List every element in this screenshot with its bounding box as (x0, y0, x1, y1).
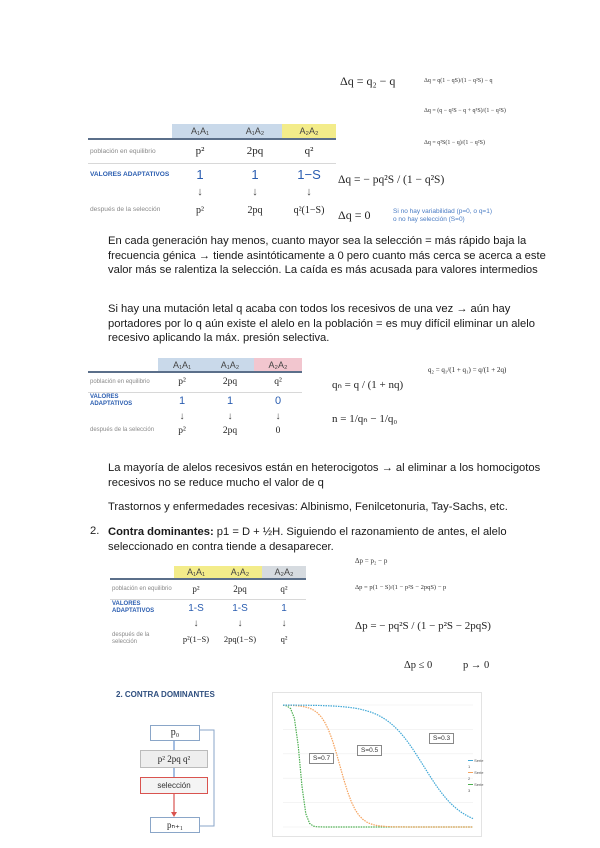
row-label-equilibrium: población en equilibrio (88, 372, 158, 392)
series-line-1 (283, 705, 473, 827)
delta-q-zero: Δq = 0 (338, 208, 371, 222)
cell: 1-S (232, 602, 248, 614)
chart-svg (273, 693, 484, 836)
note-line-2: o no hay selección (S=0) (393, 216, 465, 223)
cell: 1 (281, 602, 287, 614)
arrow-down-icon: ↓ (197, 186, 203, 198)
paragraph-selection-speed: En cada generación hay menos, cuanto mayor sea la selección = más rápido baja la frecuencia génica → tiende asintóticamente a 0 pero cuanto más cerca se acerca a este valor más se ralentiza la selección. La caída es más acusada para valores intermedios (108, 235, 546, 276)
cell: 2pq (218, 579, 262, 599)
diagram-top-box: p₀ (150, 725, 200, 741)
row-label-equilibrium: población en equilibrio (110, 579, 174, 599)
list-number: 2. (90, 525, 100, 537)
row-label-fitness: VALORES ADAPTATIVOS (112, 600, 155, 615)
arrow-down-icon: ↓ (237, 617, 243, 629)
diagram-selection-box: selección (140, 777, 208, 794)
header-a1a2: A₁A₂ (228, 124, 282, 139)
paragraph-lethal-mutation: Si hay una mutación letal q acaba con todos los recesivos de una vez → aún hay portadores por lo q aún existe el alelo en la población = es muy difícil eliminar un alelo recesivo aplicando la máx. presión selectiva. (108, 303, 535, 344)
cell: 1 (178, 395, 186, 408)
legend-entry-1 (468, 758, 484, 770)
genotype-table-lethal (88, 358, 302, 440)
cell: q² (262, 579, 306, 599)
delta-q-result: Δq = − pq²S / (1 − q²S) (338, 174, 445, 186)
paragraph-contra-dominantes (108, 525, 548, 554)
genotype-table-dominant (110, 566, 306, 649)
header-a1a2: A₁A₂ (218, 566, 262, 579)
cell: 1−S (297, 166, 321, 182)
cell: 1 (251, 166, 259, 182)
q2-formula: q₂ = q₁/(1 + q₁) = q/(1 + 2q) (428, 366, 507, 374)
delta-p-result: Δp = − pq²S / (1 − p²S − 2pqS) (355, 620, 491, 632)
arrow-spacer (88, 185, 172, 199)
header-a1a1: A₁A₁ (158, 358, 206, 372)
cell: p² (158, 372, 206, 392)
cell: p² (196, 204, 204, 216)
diagram-bottom-box: pₙ₊₁ (150, 817, 200, 833)
legend-label: Serie 3 (468, 782, 484, 793)
header-a1a2: A₁A₂ (206, 358, 254, 372)
delta-q-definition: Δq = q₂ − q (340, 74, 396, 88)
row-label-after-selection: después de la selección (90, 427, 155, 434)
arrow-spacer (88, 410, 158, 422)
row-label-equilibrium: población en equilibrio (88, 139, 172, 163)
cell: 2pq (247, 204, 263, 216)
annotation-s05: S=0.5 (357, 745, 382, 756)
cell: p² (174, 579, 218, 599)
chart-legend (468, 758, 484, 794)
delta-p-inequality: Δp ≤ 0 (404, 660, 433, 671)
cell: q² (282, 139, 336, 163)
diagram-genotype-box: p² 2pq q² (140, 750, 208, 768)
cell: 1-S (188, 602, 204, 614)
cell: 2pq (222, 426, 238, 436)
cell: 1 (226, 395, 234, 408)
arrow-down-icon: ↓ (281, 617, 287, 629)
paragraph-heterozygotes: La mayoría de alelos recesivos están en heterocigotos → al eliminar a los homocigotos recesivos no se reduce mucho el valor de q (108, 462, 541, 489)
arrow-spacer (110, 617, 174, 629)
genotype-table-recessive (88, 124, 336, 221)
arrow-down-icon: ↓ (179, 410, 185, 422)
cell: 2pq(1−S) (223, 634, 257, 644)
header-empty (88, 124, 172, 139)
cell: p² (172, 139, 228, 163)
legend-entry-3 (468, 782, 484, 794)
delta-q-zero-note (393, 208, 492, 224)
paragraph-recessive-disorders: Trastornos y enfermedades recesivas: Albinismo, Fenilcetonuria, Tay-Sachs, etc. (108, 501, 508, 513)
delta-q-step-3: Δq = q²S(1 − q)/(1 − q²S) (424, 140, 485, 146)
cell: 0 (274, 395, 282, 408)
arrow-down-icon: ↓ (193, 617, 199, 629)
header-empty (88, 358, 158, 372)
delta-q-step-2: Δq = (q − q²S − q + q³S)/(1 − q²S) (424, 108, 506, 114)
arrow-down-icon: ↓ (252, 186, 258, 198)
header-a1a1: A₁A₁ (174, 566, 218, 579)
legend-swatch (468, 784, 473, 785)
legend-swatch (468, 760, 473, 761)
heading-contra-dominantes: Contra dominantes: (108, 526, 214, 538)
cell: 2pq (228, 139, 282, 163)
selection-chart (272, 692, 482, 837)
annotation-s03: S=0.3 (429, 733, 454, 744)
header-a2a2: A₂A₂ (262, 566, 306, 579)
arrow-down-icon: ↓ (227, 410, 233, 422)
arrow-down-icon: ↓ (275, 410, 281, 422)
header-empty (110, 566, 174, 579)
header-a2a2: A₂A₂ (282, 124, 336, 139)
delta-q-step-1: Δq = q(1 − qS)/(1 − q²S) − q (424, 78, 493, 84)
cell: q² (280, 634, 288, 644)
delta-p-definition: Δp = p₂ − p (355, 557, 388, 565)
legend-swatch (468, 772, 473, 773)
note-line-1: Si no hay variabilidad (p=0, o q=1) (393, 208, 493, 215)
cell: q²(1−S) (293, 204, 325, 216)
cell: q² (254, 372, 302, 392)
annotation-s07: S=0.7 (309, 753, 334, 764)
cell: 1 (196, 166, 204, 182)
row-label-fitness: VALORES ADAPTATIVOS (90, 170, 170, 178)
header-a2a2: A₂A₂ (254, 358, 302, 372)
legend-label: Serie 1 (468, 758, 484, 769)
arrow-down-icon: ↓ (306, 186, 312, 198)
diagram-title: 2. CONTRA DOMINANTES (116, 690, 215, 699)
cell: p²(1−S) (182, 634, 210, 644)
row-label-after-selection: después de la selección (90, 206, 161, 214)
p-limit: p → 0 (463, 660, 490, 671)
legend-label: Serie 2 (468, 770, 484, 781)
contra-dominantes-text: p1 = D + ½H. Siguiendo el razonamiento de antes, el alelo seleccionado en contra tiende a desaparecer. (108, 526, 507, 553)
delta-p-step: Δp = p(1 − S)/(1 − p²S − 2pqS) − p (355, 584, 447, 591)
qn-formula: qₙ = q / (1 + nq) (332, 379, 404, 391)
cell: 2pq (206, 372, 254, 392)
n-formula: n = 1/qₙ − 1/q₀ (332, 413, 398, 425)
row-label-fitness: VALORES ADAPTATIVOS (90, 393, 133, 408)
header-a1a1: A₁A₁ (172, 124, 228, 139)
legend-entry-2 (468, 770, 484, 782)
cell: p² (178, 426, 186, 436)
series-line-2 (283, 705, 473, 827)
row-label-after-selection: después de la selección (112, 631, 150, 645)
cell: 0 (275, 426, 281, 436)
